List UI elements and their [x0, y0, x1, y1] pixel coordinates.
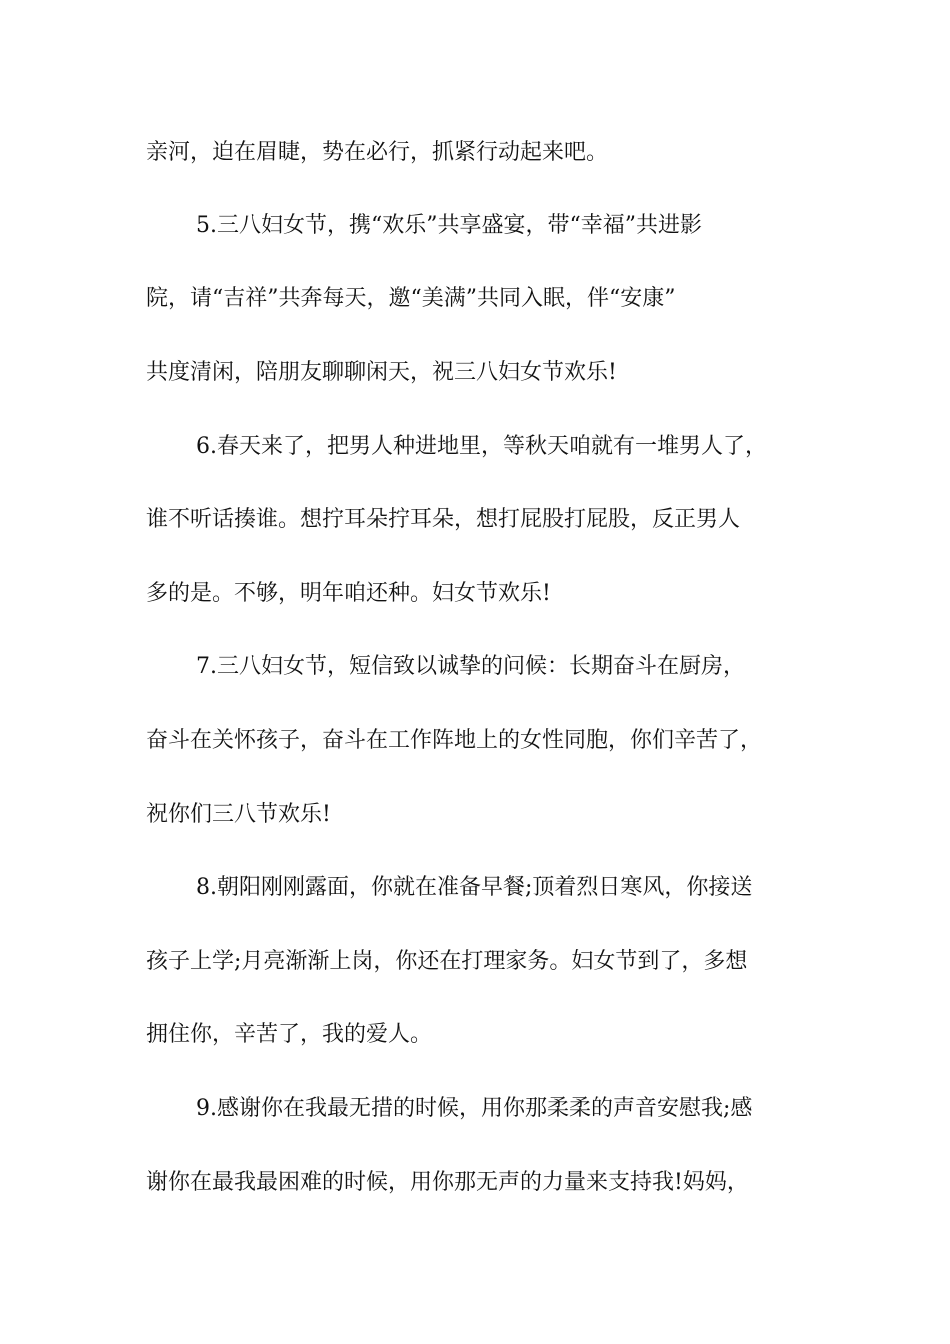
paragraph-7-line-3: 祝你们三八节欢乐!	[146, 802, 331, 827]
paragraph-8-line-2: 孩子上学;月亮渐渐上岗，你还在打理家务。妇女节到了，多想	[146, 949, 748, 974]
paragraph-5-line-2: 院，请“吉祥”共奔每天，邀“美满”共同入眠，伴“安康”	[146, 286, 676, 311]
paragraph-6-line-1: 6.春天来了，把男人种进地里，等秋天咱就有一堆男人了，	[196, 434, 767, 459]
paragraph-6-line-3: 多的是。不够，明年咱还种。妇女节欢乐!	[146, 581, 551, 606]
paragraph-5-line-1: 5.三八妇女节，携“欢乐”共享盛宴，带“幸福”共进影	[196, 213, 702, 238]
paragraph-9-line-1: 9.感谢你在我最无措的时候，用你那柔柔的声音安慰我;感	[196, 1096, 753, 1121]
paragraph-8-line-1: 8.朝阳刚刚露面，你就在准备早餐;顶着烈日寒风，你接送	[196, 875, 753, 900]
paragraph-5-line-3: 共度清闲，陪朋友聊聊闲天，祝三八妇女节欢乐!	[146, 360, 617, 385]
paragraph-8-line-3: 拥住你，辛苦了，我的爱人。	[146, 1022, 433, 1047]
paragraph-6-line-2: 谁不听话揍谁。想拧耳朵拧耳朵，想打屁股打屁股，反正男人	[146, 507, 741, 532]
paragraph-9-line-2: 谢你在最我最困难的时候，用你那无声的力量来支持我!妈妈，	[146, 1170, 749, 1195]
paragraph-7-line-2: 奋斗在关怀孩子，奋斗在工作阵地上的女性同胞，你们辛苦了，	[146, 728, 763, 753]
paragraph-7-line-1: 7.三八妇女节，短信致以诚挚的问候：长期奋斗在厨房，	[196, 654, 745, 679]
text-line: 亲河，迫在眉睫，势在必行，抓紧行动起来吧。	[146, 140, 609, 165]
